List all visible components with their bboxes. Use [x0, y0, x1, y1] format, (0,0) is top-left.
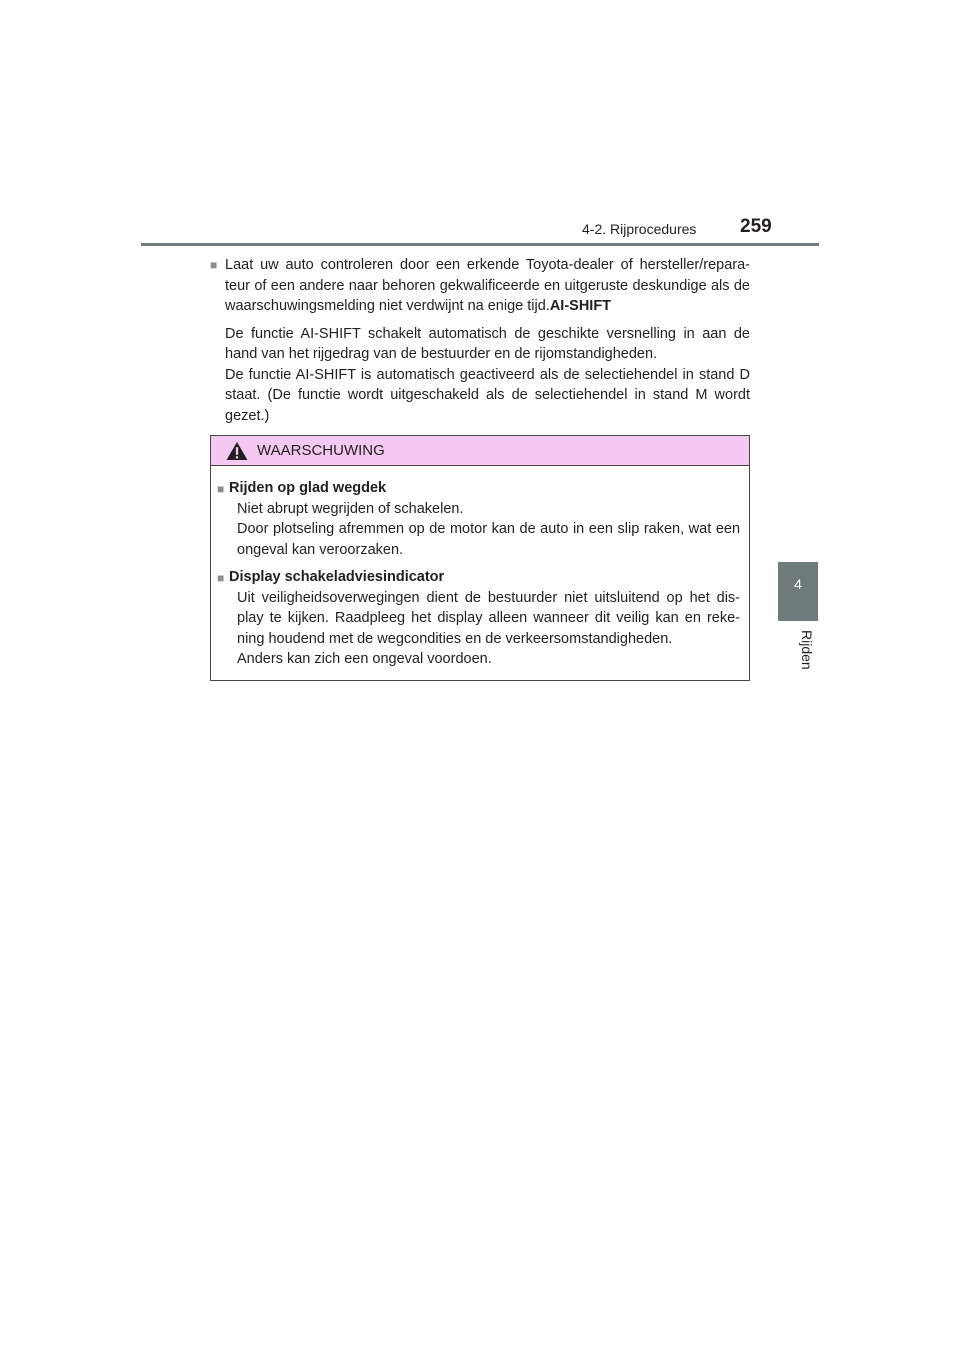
warning-line: Anders kan zich een ongeval voordoen.: [237, 651, 492, 667]
warning-item-title: Rijden op glad wegdek: [229, 480, 387, 496]
warning-line: een ongeval kan veroorzaken.: [237, 521, 741, 558]
square-bullet-icon: ■: [210, 258, 218, 272]
chapter-tab: [778, 562, 818, 621]
square-bullet-icon: ■: [217, 571, 225, 585]
page-number: 259: [740, 216, 772, 237]
paragraph-line: stand D staat. (De functie wordt uitgeschakeld als de selectiehendel in stand: [225, 366, 750, 403]
ai-shift-paragraph: [225, 324, 750, 427]
warning-header: [211, 436, 749, 466]
square-bullet-icon: ■: [217, 482, 225, 496]
warning-item-text: [229, 588, 740, 670]
warning-line: Uit veiligheidsoverwegingen dient de bestuurder niet uitsluitend op het dis-: [237, 589, 740, 606]
chapter-label: Rijden: [799, 630, 815, 670]
intro-line: de waarschuwingsmelding niet verdwijnt na enige tijd.: [225, 277, 750, 314]
header-rule: [141, 243, 819, 246]
warning-line: play te kijken. Raadpleeg het display alleen wanneer dit veilig kan en reke-: [237, 610, 740, 626]
section-title: 4-2. Rijprocedures: [582, 221, 697, 237]
warning-line: ning houdend met de wegcondities en de verkeersomstandigheden.: [237, 630, 673, 647]
warning-triangle-icon: [225, 441, 249, 461]
intro-line: teur of een andere naar behoren gekwalificeerde en uitgeruste deskundige als: [225, 277, 730, 294]
warning-item: [217, 478, 740, 560]
warning-title: WAARSCHUWING: [257, 442, 385, 459]
warning-item-title: Display schakeladviesindicator: [229, 569, 445, 585]
warning-line: Niet abrupt wegrijden of schakelen.: [237, 500, 464, 517]
paragraph-line: hand van het rijgedrag van de bestuurder en de rijomstandigheden.: [225, 346, 658, 362]
intro-line: Laat uw auto controleren door een erkende Toyota-dealer of hersteller/repara-: [225, 257, 750, 273]
warning-box: [210, 435, 750, 681]
paragraph-line: De functie AI-SHIFT is automatisch geactiveerd als de selectiehendel in: [225, 366, 694, 383]
warning-body: [211, 466, 749, 670]
paragraph-line: De functie AI-SHIFT schakelt automatisch de geschikte versnelling in aan de: [225, 325, 750, 342]
paragraph-line: M wordt gezet.): [225, 387, 751, 424]
warning-item: [217, 567, 740, 670]
intro-section: [210, 255, 750, 426]
warning-item-text: [229, 499, 740, 561]
ai-shift-heading: AI-SHIFT: [549, 298, 612, 314]
intro-bullet-item: [210, 255, 750, 317]
chapter-number: 4: [794, 576, 802, 592]
warning-line: Door plotseling afremmen op de motor kan de auto in een slip raken, wat: [237, 521, 712, 537]
